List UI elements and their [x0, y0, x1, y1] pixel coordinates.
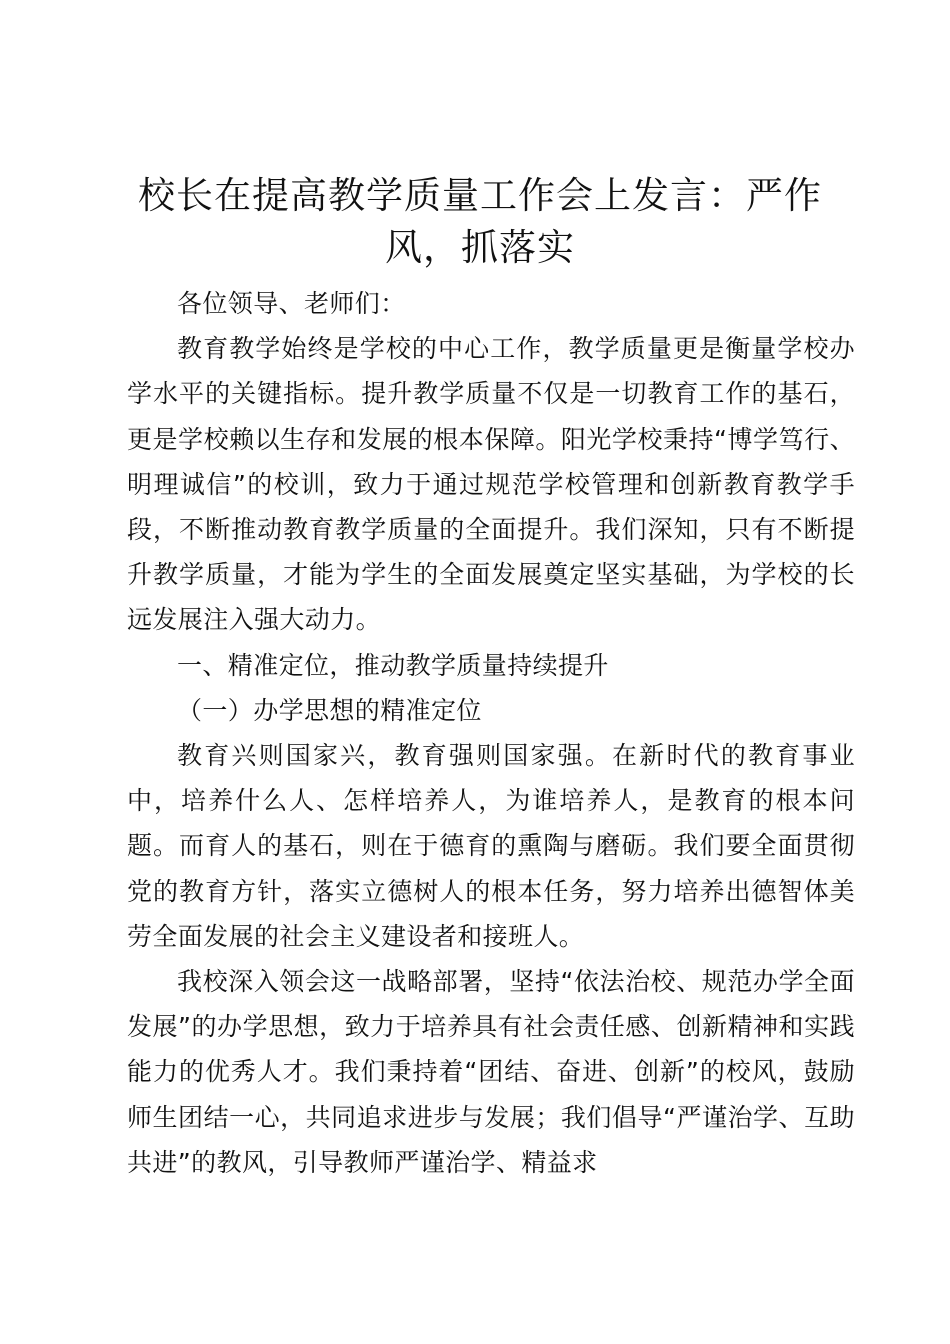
body-paragraph: 我校深入领会这一战略部署，坚持“依法治校、规范办学全面发展”的办学思想，致力于培养具有社会责任感、创新精神和实践能力的优秀人才。我们秉持着“团结、奋进、创新”的校风，鼓励师生团结一心，共同追求进步与发展；我们倡导“严谨治学、互助共进”的教风，引导教师严谨治学、精益求	[127, 967, 855, 1177]
intro-paragraph: 教育教学始终是学校的中心工作，教学质量更是衡量学校办学水平的关键指标。提升教学质量不仅是一切教育工作的基石，更是学校赖以生存和发展的根本保障。阳光学校秉持“博学笃行、明理诚信”的校训，致力于通过规范学校管理和创新教育教学手段，不断推动教育教学质量的全面提升。我们深知，只有不断提升教学质量，才能为学生的全面发展奠定坚实基础，为学校的长远发展注入强大动力。	[127, 334, 855, 635]
document-title: 校长在提高教学质量工作会上发言：严作风，抓落实	[138, 174, 822, 269]
document-body	[127, 281, 855, 1185]
subsection-heading: （一）办学思想的精准定位	[177, 695, 482, 725]
section-heading: 一、精准定位，推动教学质量持续提升	[177, 650, 609, 680]
salutation: 各位领导、老师们：	[177, 289, 406, 318]
body-paragraph: 教育兴则国家兴，教育强则国家强。在新时代的教育事业中，培养什么人、怎样培养人，为谁培养人，是教育的根本问题。而育人的基石，则在于德育的熏陶与磨砺。我们要全面贯彻党的教育方针，落实立德树人的根本任务，努力培养出德智体美劳全面发展的社会主义建设者和接班人。	[127, 741, 855, 951]
